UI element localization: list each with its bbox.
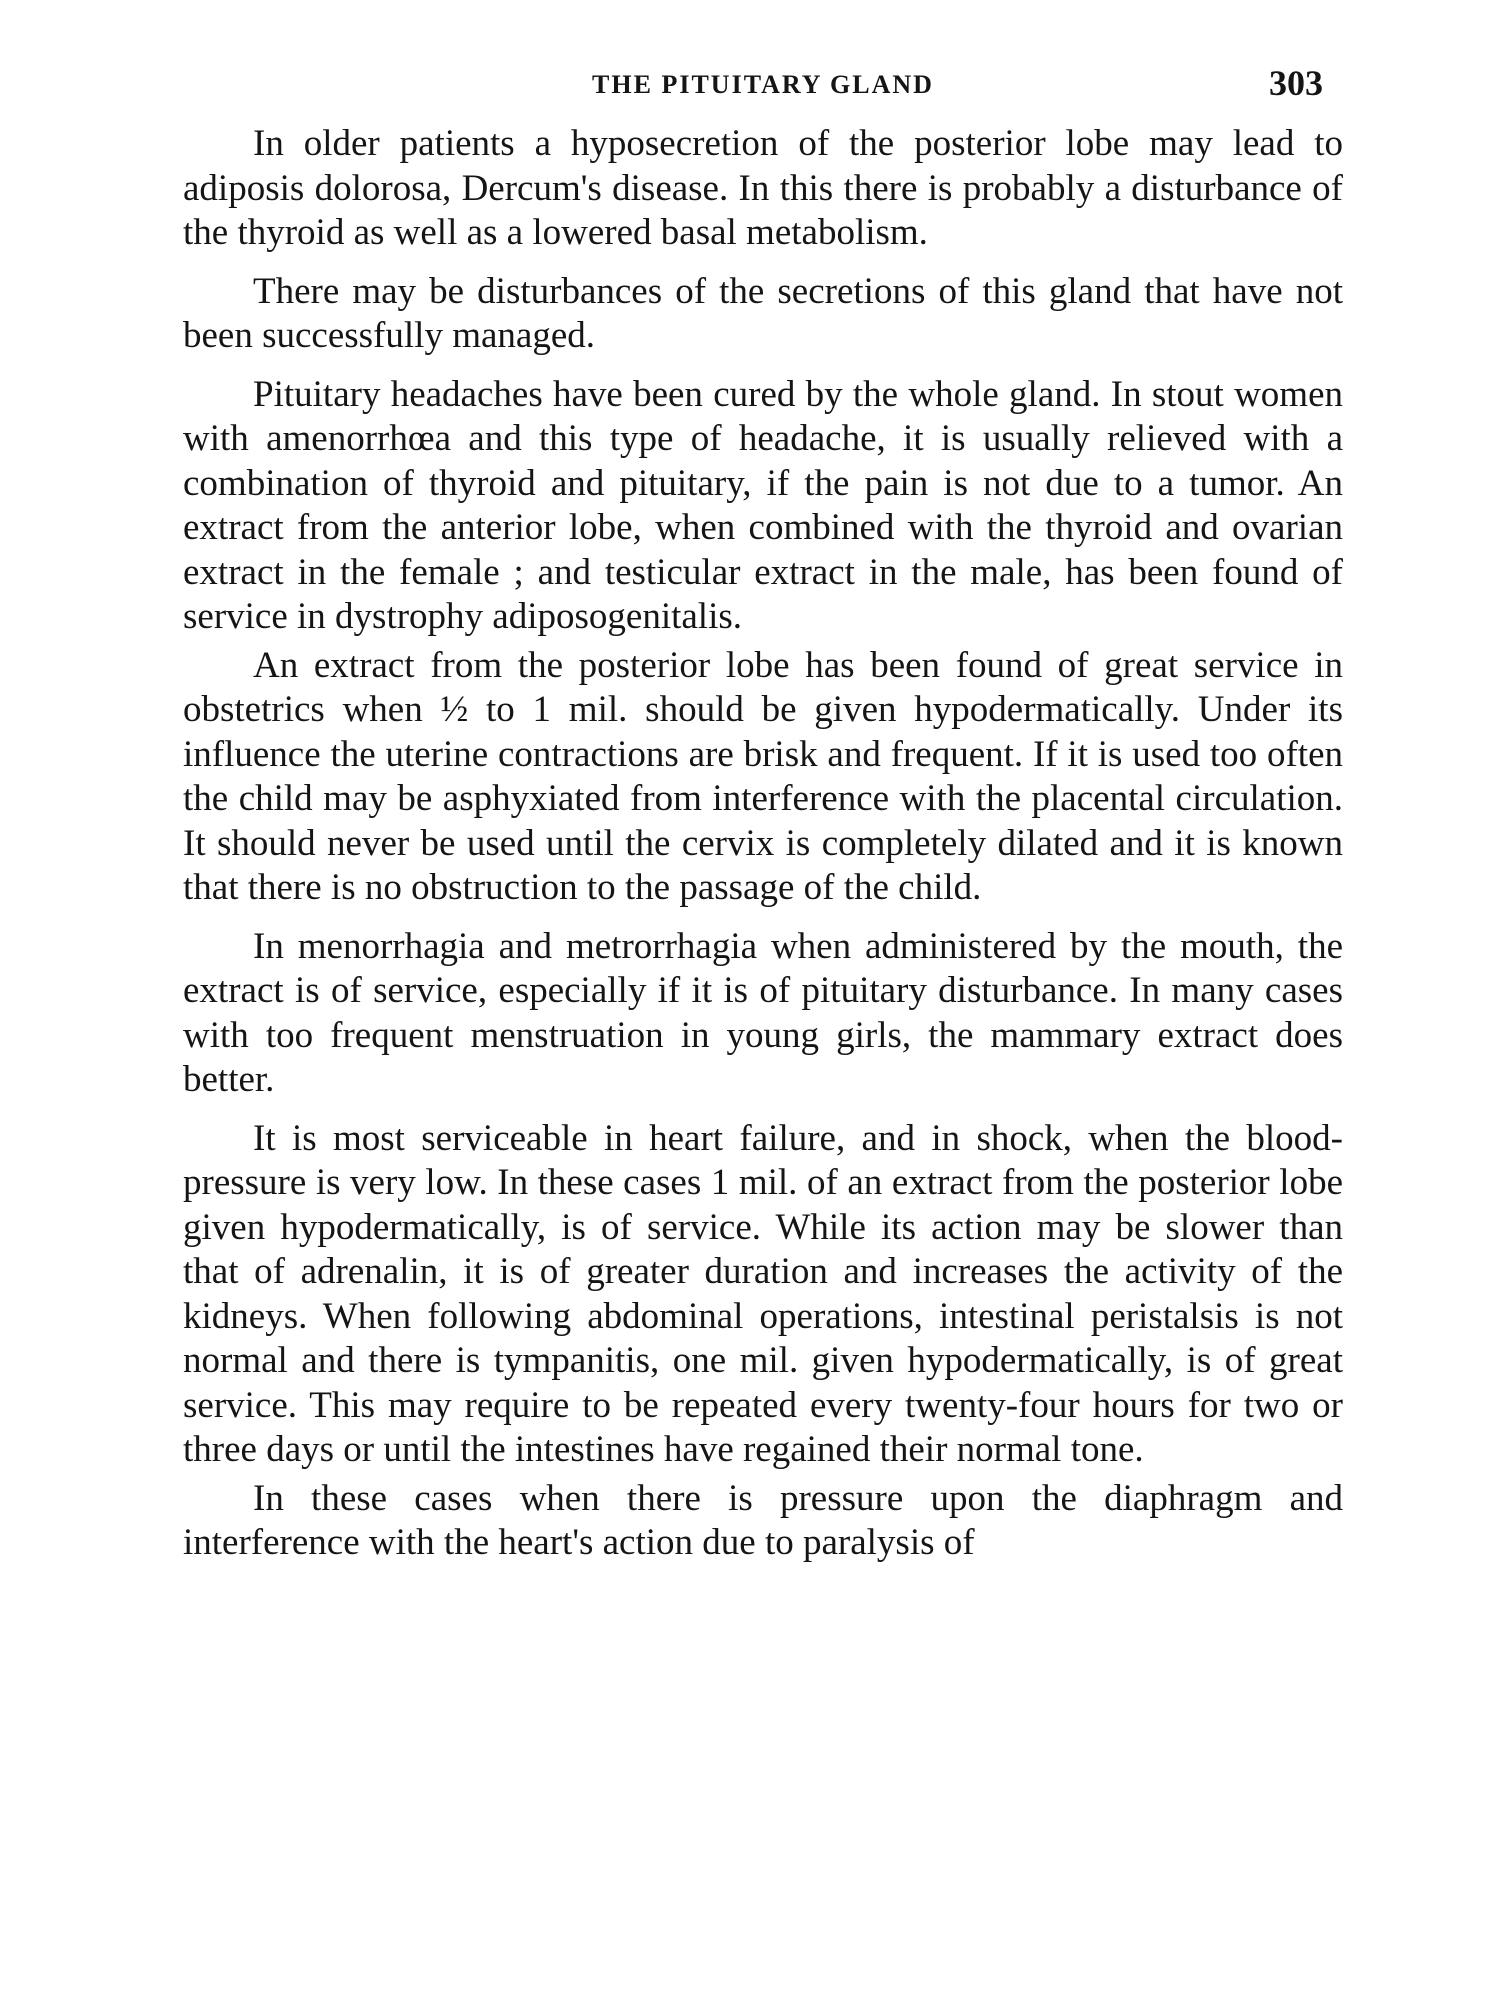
paragraph-obstetrics: An extract from the posterior lobe has been found of great service in obstetrics when ½ to 1 mil. should be given hypodermatically. Under its influence the uterine contractions are brisk and frequent. If it is used too often the child may be asphyxiated from interference with the placental circulation. It should never be used until the cervix is completely dilated and it is known that there is no obstruction to the passage of the child.	[183, 644, 1343, 908]
paragraph-adiposis-dolorosa: In older patients a hyposecretion of the posterior lobe may lead to adiposis dolorosa, Dercum's disease. In this there is probably a disturbance of the thyroid as well as a lowered basal metabolism.	[183, 123, 1343, 253]
running-title: THE PITUITARY GLAND	[592, 70, 934, 99]
paragraph-menorrhagia: In menorrhagia and metrorrhagia when administered by the mouth, the extract is of service, especially if it is of pituitary disturbance. In many cases with too frequent menstruation in young girls, the mammary extract does better.	[183, 925, 1343, 1100]
paragraph-pituitary-headaches: Pituitary headaches have been cured by the whole gland. In stout women with amenorrhœa and this type of headache, it is usually relieved with a combination of thyroid and pituitary, if the pain is not due to a tumor. An extract from the anterior lobe, when combined with the thyroid and ovarian extract in the female ; and testicular extract in the male, has been found of service in dystrophy adiposogenitalis.	[183, 373, 1343, 637]
paragraph-diaphragm-pressure: In these cases when there is pressure upon the diaphragm and interference with the heart's action due to paralysis of	[183, 1477, 1343, 1563]
running-head	[183, 62, 1343, 122]
book-page	[183, 62, 1343, 1580]
page-number: 303	[1269, 63, 1323, 103]
paragraph-disturbances: There may be disturbances of the secretions of this gland that have not been successfully managed.	[183, 270, 1343, 356]
paragraph-heart-failure: It is most serviceable in heart failure, and in shock, when the blood-pressure is very low. In these cases 1 mil. of an extract from the posterior lobe given hypodermatically, is of service. While its action may be slower than that of adrenalin, it is of greater duration and increases the activity of the kidneys. When following abdominal operations, intestinal peristalsis is not normal and there is tympanitis, one mil. given hypodermatically, is of great service. This may require to be repeated every twenty-four hours for two or three days or until the intestines have regained their normal tone.	[183, 1117, 1343, 1470]
